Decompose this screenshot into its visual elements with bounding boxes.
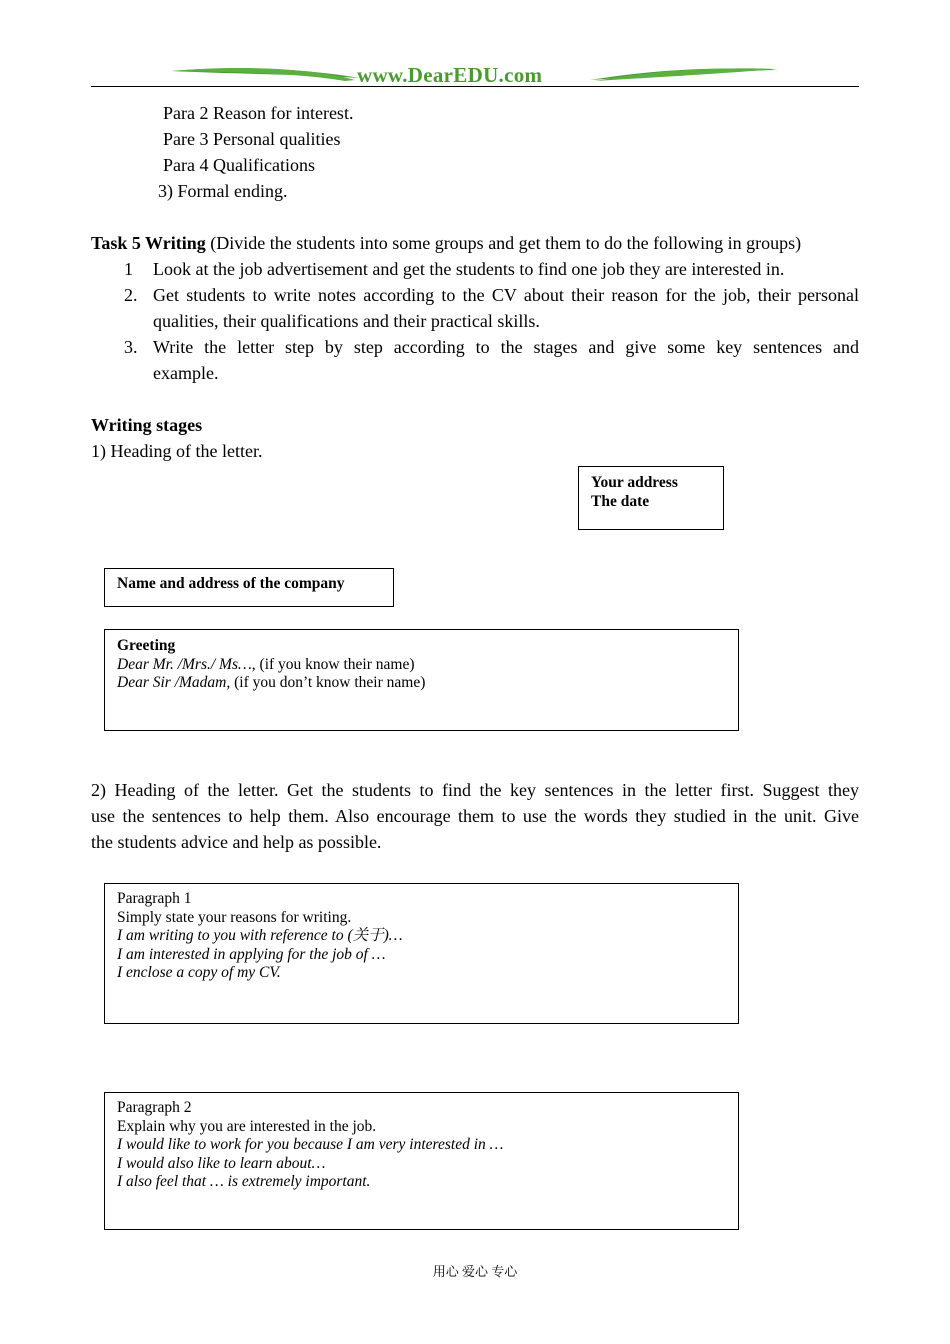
paragraph1-box xyxy=(104,883,739,1024)
greeting-box xyxy=(104,629,739,731)
writing-step-2: the students advice and help as possible. xyxy=(91,832,382,852)
writing-step-2: 2) Heading of the letter. Get the students to find the key sentences in the letter first. Suggest they xyxy=(91,780,859,800)
paragraph1-example: I enclose a copy of my CV. xyxy=(117,964,281,982)
address-line: Your address xyxy=(591,474,678,491)
task5-item-text: example. xyxy=(153,363,219,383)
paragraph2-example: I also feel that … is extremely important. xyxy=(117,1173,371,1191)
outline-item: Pare 3 Personal qualities xyxy=(163,129,341,149)
task5-intro: (Divide the students into some groups and get them to do the following in groups) xyxy=(205,233,802,253)
greeting-title: Greeting xyxy=(117,637,176,654)
task5-item-text: Get students to write notes according to the CV about their reason for the job, their personal xyxy=(153,285,859,305)
greeting-example xyxy=(117,656,738,675)
greeting-italic: Dear Mr. /Mrs./ Ms… xyxy=(117,655,252,673)
company-line: Name and address of the company xyxy=(117,575,345,592)
writing-step-1: 1) Heading of the letter. xyxy=(91,441,263,461)
date-line: The date xyxy=(591,492,650,510)
task5-item-number: 1 xyxy=(124,259,133,279)
paragraph2-example: I would like to work for you because I am very interested in … xyxy=(117,1136,504,1154)
paragraph1-title: Paragraph 1 xyxy=(117,890,192,907)
header-divider xyxy=(91,86,859,87)
company-box xyxy=(104,568,394,607)
task5-item-text: Write the letter step by step according to the stages and give some key sentences and xyxy=(153,337,859,357)
logo-text: www.DearEDU.com xyxy=(357,63,543,87)
outline-item: Para 4 Qualifications xyxy=(163,155,315,175)
task5-item-number: 2. xyxy=(124,285,138,305)
paragraph2-title: Paragraph 2 xyxy=(117,1099,192,1116)
paragraph2-example: I would also like to learn about… xyxy=(117,1154,326,1172)
task5-title: Task 5 Writing xyxy=(91,233,206,253)
outline-item: Para 2 Reason for interest. xyxy=(163,103,354,123)
outline-item: 3) Formal ending. xyxy=(158,181,288,201)
greeting-note: (if you don’t know their name) xyxy=(230,674,426,692)
task5-heading xyxy=(91,230,801,256)
page-footer: 用心 爱心 专心 xyxy=(432,1264,518,1279)
greeting-example xyxy=(117,674,738,693)
greeting-note: , (if you know their name) xyxy=(251,655,415,673)
writing-stages-title: Writing stages xyxy=(91,415,203,435)
paragraph1-example: I am interested in applying for the job of … xyxy=(117,945,386,963)
address-box xyxy=(578,466,724,530)
writing-step-2: use the sentences to help them. Also encourage them to use the words they studied in the unit. Give xyxy=(91,806,859,826)
paragraph1-desc: Simply state your reasons for writing. xyxy=(117,908,352,926)
paragraph2-box xyxy=(104,1092,739,1230)
paragraph1-example: I am writing to you with reference to (关于)… xyxy=(117,927,403,945)
task5-item-text: Look at the job advertisement and get the students to find one job they are interested in. xyxy=(153,259,785,279)
task5-item-number: 3. xyxy=(124,337,138,357)
greeting-italic: Dear Sir /Madam, xyxy=(117,674,231,692)
paragraph2-desc: Explain why you are interested in the job. xyxy=(117,1117,377,1135)
task5-item-text: qualities, their qualifications and their practical skills. xyxy=(153,311,540,331)
